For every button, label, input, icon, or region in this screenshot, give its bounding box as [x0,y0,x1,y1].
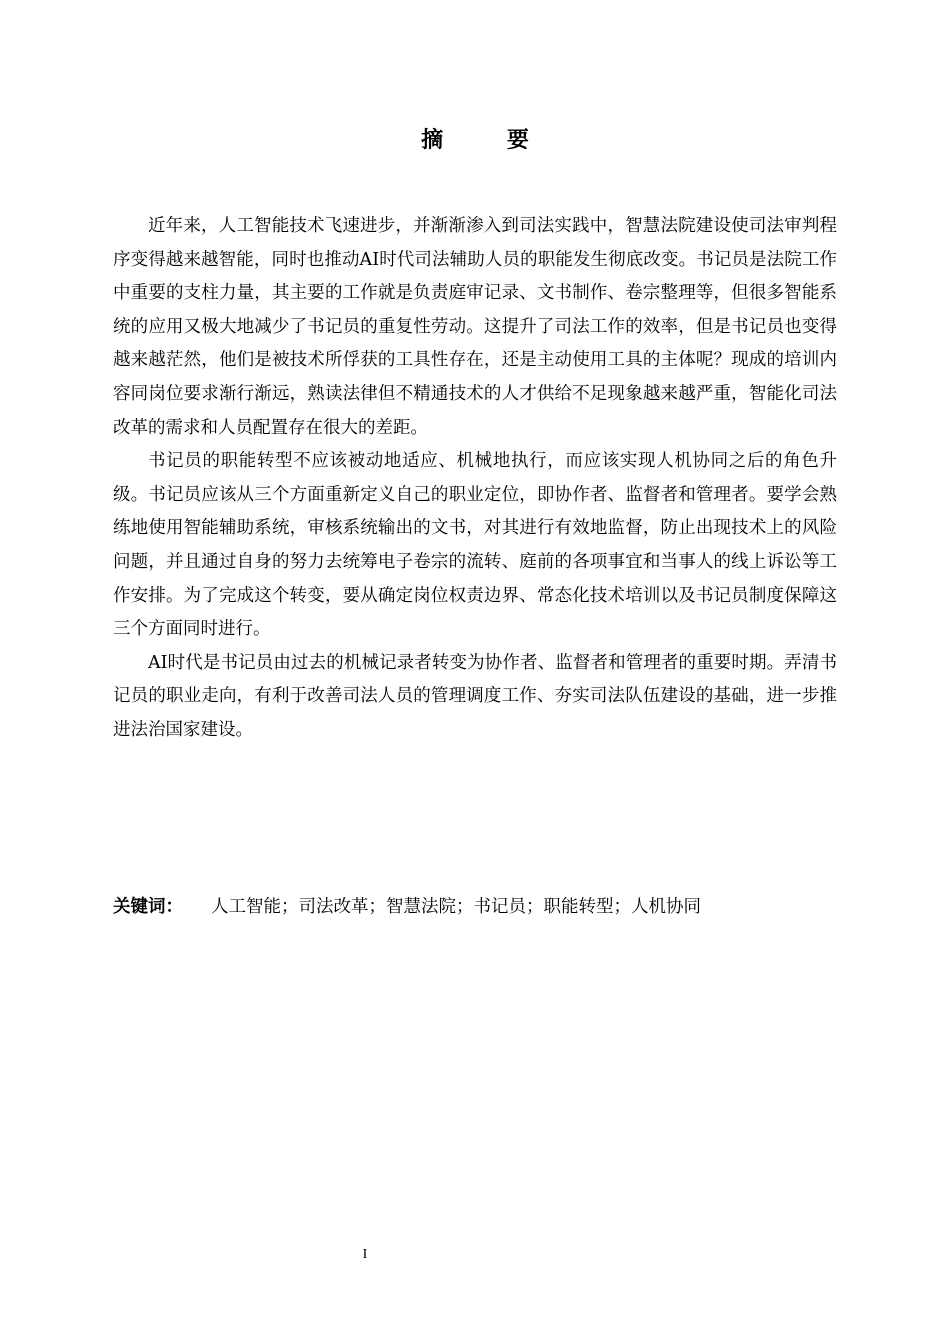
keywords-text: 人工智能；司法改革；智慧法院；书记员；职能转型；人机协同 [211,897,701,917]
abstract-paragraph-3: AI时代是书记员由过去的机械记录者转变为协作者、监督者和管理者的重要时期。弄清书记员的职业走向，有利于改善司法人员的管理调度工作、夯实司法队伍建设的基础，进一步推进法治国家建设。 [113,652,837,740]
abstract-body [113,210,837,748]
abstract-paragraph-1: 近年来，人工智能技术飞速进步，并渐渐渗入到司法实践中，智慧法院建设使司法审判程序变得越来越智能，同时也推动AI时代司法辅助人员的职能发生彻底改变。书记员是法院工作中重要的支柱力量，其主要的工作就是负责庭审记录、文书制作、卷宗整理等，但很多智能系统的应用又极大地减少了书记员的重复性劳动。这提升了司法工作的效率，但是书记员也变得越来越茫然，他们是被技术所俘获的工具性存在，还是主动使用工具的主体呢？现成的培训内容同岗位要求渐行渐远，熟读法律但不精通技术的人才供给不足现象越来越严重，智能化司法改革的需求和人员配置存在很大的差距。 [113,216,837,438]
keywords-line [113,892,837,922]
page-number: I [362,1247,368,1262]
abstract-title: 摘 要 [421,128,557,153]
keywords-label: 关键词： [113,897,183,917]
abstract-paragraph-2: 书记员的职能转型不应该被动地适应、机械地执行，而应该实现人机协同之后的角色升级。书记员应该从三个方面重新定义自己的职业定位，即协作者、监督者和管理者。要学会熟练地使用智能辅助系统，审核系统输出的文书，对其进行有效地监督，防止出现技术上的风险问题，并且通过自身的努力去统筹电子卷宗的流转、庭前的各项事宜和当事人的线上诉讼等工作安排。为了完成这个转变，要从确定岗位权责边界、常态化技术培训以及书记员制度保障这三个方面同时进行。 [113,451,837,640]
